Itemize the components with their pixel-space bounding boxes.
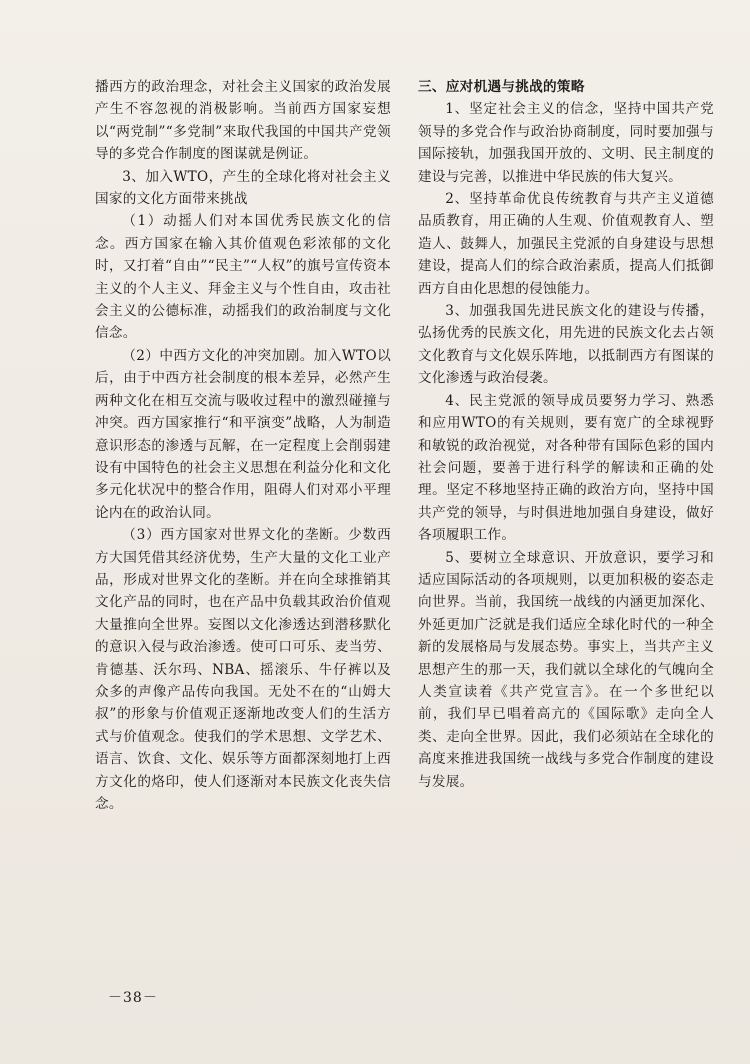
right-paragraph-4: 4、民主党派的领导成员要努力学习、熟悉和应用WTO的有关规则，要有宽广的全球视野和敏锐的政治视觉，对各种带有国际色彩的国内社会问题，要善于进行科学的解读和正确的处理。坚定不移地坚持正确的政治方向，坚持中国共产党的领导，与时俱进地加强自身建设，做好各项履职工作。	[418, 392, 714, 544]
right-paragraph-3: 3、加强我国先进民族文化的建设与传播，弘扬优秀的民族文化，用先进的民族文化去占领文化教育与文化娱乐阵地，以抵制西方有图谋的文化渗透与政治侵袭。	[418, 303, 714, 387]
left-column	[95, 76, 391, 815]
left-paragraph-2: 3、加入WTO，产生的全球化将对社会主义国家的文化方面带来挑战	[95, 168, 391, 208]
right-paragraph-2: 2、坚持革命优良传统教育与共产主义道德品质教育，用正确的人生观、价值观教育人、塑造人、鼓舞人，加强民主党派的自身建设与思想建设，提高人们的综合政治素质，提高人们抵御西方自由化思想的侵蚀能力。	[418, 191, 714, 297]
right-column	[418, 76, 714, 793]
section-heading: 三、应对机遇与挑战的策略	[418, 79, 585, 95]
page-number: －38－	[108, 990, 158, 1006]
left-paragraph-1: 播西方的政治理念，对社会主义国家的政治发展产生不容忽视的消极影响。当前西方国家妄想以“两党制”“多党制”来取代我国的中国共产党领导的多党合作制度的图谋就是例证。	[95, 79, 391, 163]
right-paragraph-5: 5、要树立全球意识、开放意识，要学习和适应国际活动的各项规则，以更加积极的姿态走向世界。当前，我国统一战线的内涵更加深化、外延更加广泛就是我们适应全球化时代的一种全新的发展格局与发展态势。事实上，当共产主义思想产生的那一天，我们就以全球化的气魄向全人类宣读着《共产党宣言》。在一个多世纪以前，我们早已唱着高亢的《国际歌》走向全人类、走向全世界。因此，我们必须站在全球化的高度来推进我国统一战线与多党合作制度的建设与发展。	[418, 549, 714, 790]
right-paragraph-1: 1、坚定社会主义的信念，坚持中国共产党领导的多党合作与政治协商制度，同时要加强与国际接轨，加强我国开放的、文明、民主制度的建设与完善，以推进中华民族的伟大复兴。	[418, 101, 714, 185]
left-paragraph-4: （2）中西方文化的冲突加剧。加入WTO以后，由于中西方社会制度的根本差异，必然产生两种文化在相互交流与吸收过程中的激烈碰撞与冲突。西方国家推行“和平演变”战略，人为制造意识形态的渗透与瓦解，在一定程度上会削弱建设有中国特色的社会主义思想在利益分化和文化多元化状况中的整合作用，阻碍人们对邓小平理论内在的政治认同。	[95, 347, 391, 521]
left-paragraph-5: （3）西方国家对世界文化的垄断。少数西方大国凭借其经济优势，生产大量的文化工业产品，形成对世界文化的垄断。并在向全球推销其文化产品的同时，也在产品中负载其政治价值观大量推向全世界。妄图以文化渗透达到潜移默化的意识入侵与政治渗透。使可口可乐、麦当劳、肯德基、沃尔玛、NBA、摇滚乐、牛仔裤以及众多的声像产品传向我国。无处不在的“山姆大叔”的形象与价值观正逐渐地改变人们的生活方式与价值观念。使我们的学术思想、文学艺术、语言、饮食、文化、娱乐等方面都深刻地打上西方文化的烙印，使人们逐渐对本民族文化丧失信念。	[95, 527, 391, 812]
left-paragraph-3: （1）动摇人们对本国优秀民族文化的信念。西方国家在输入其价值观色彩浓郁的文化时，又打着“自由”“民主”“人权”的旗号宣传资本主义的个人主义、拜金主义与个性自由，攻击社会主义的公德标准，动摇我们的政治制度与文化信念。	[95, 213, 391, 342]
